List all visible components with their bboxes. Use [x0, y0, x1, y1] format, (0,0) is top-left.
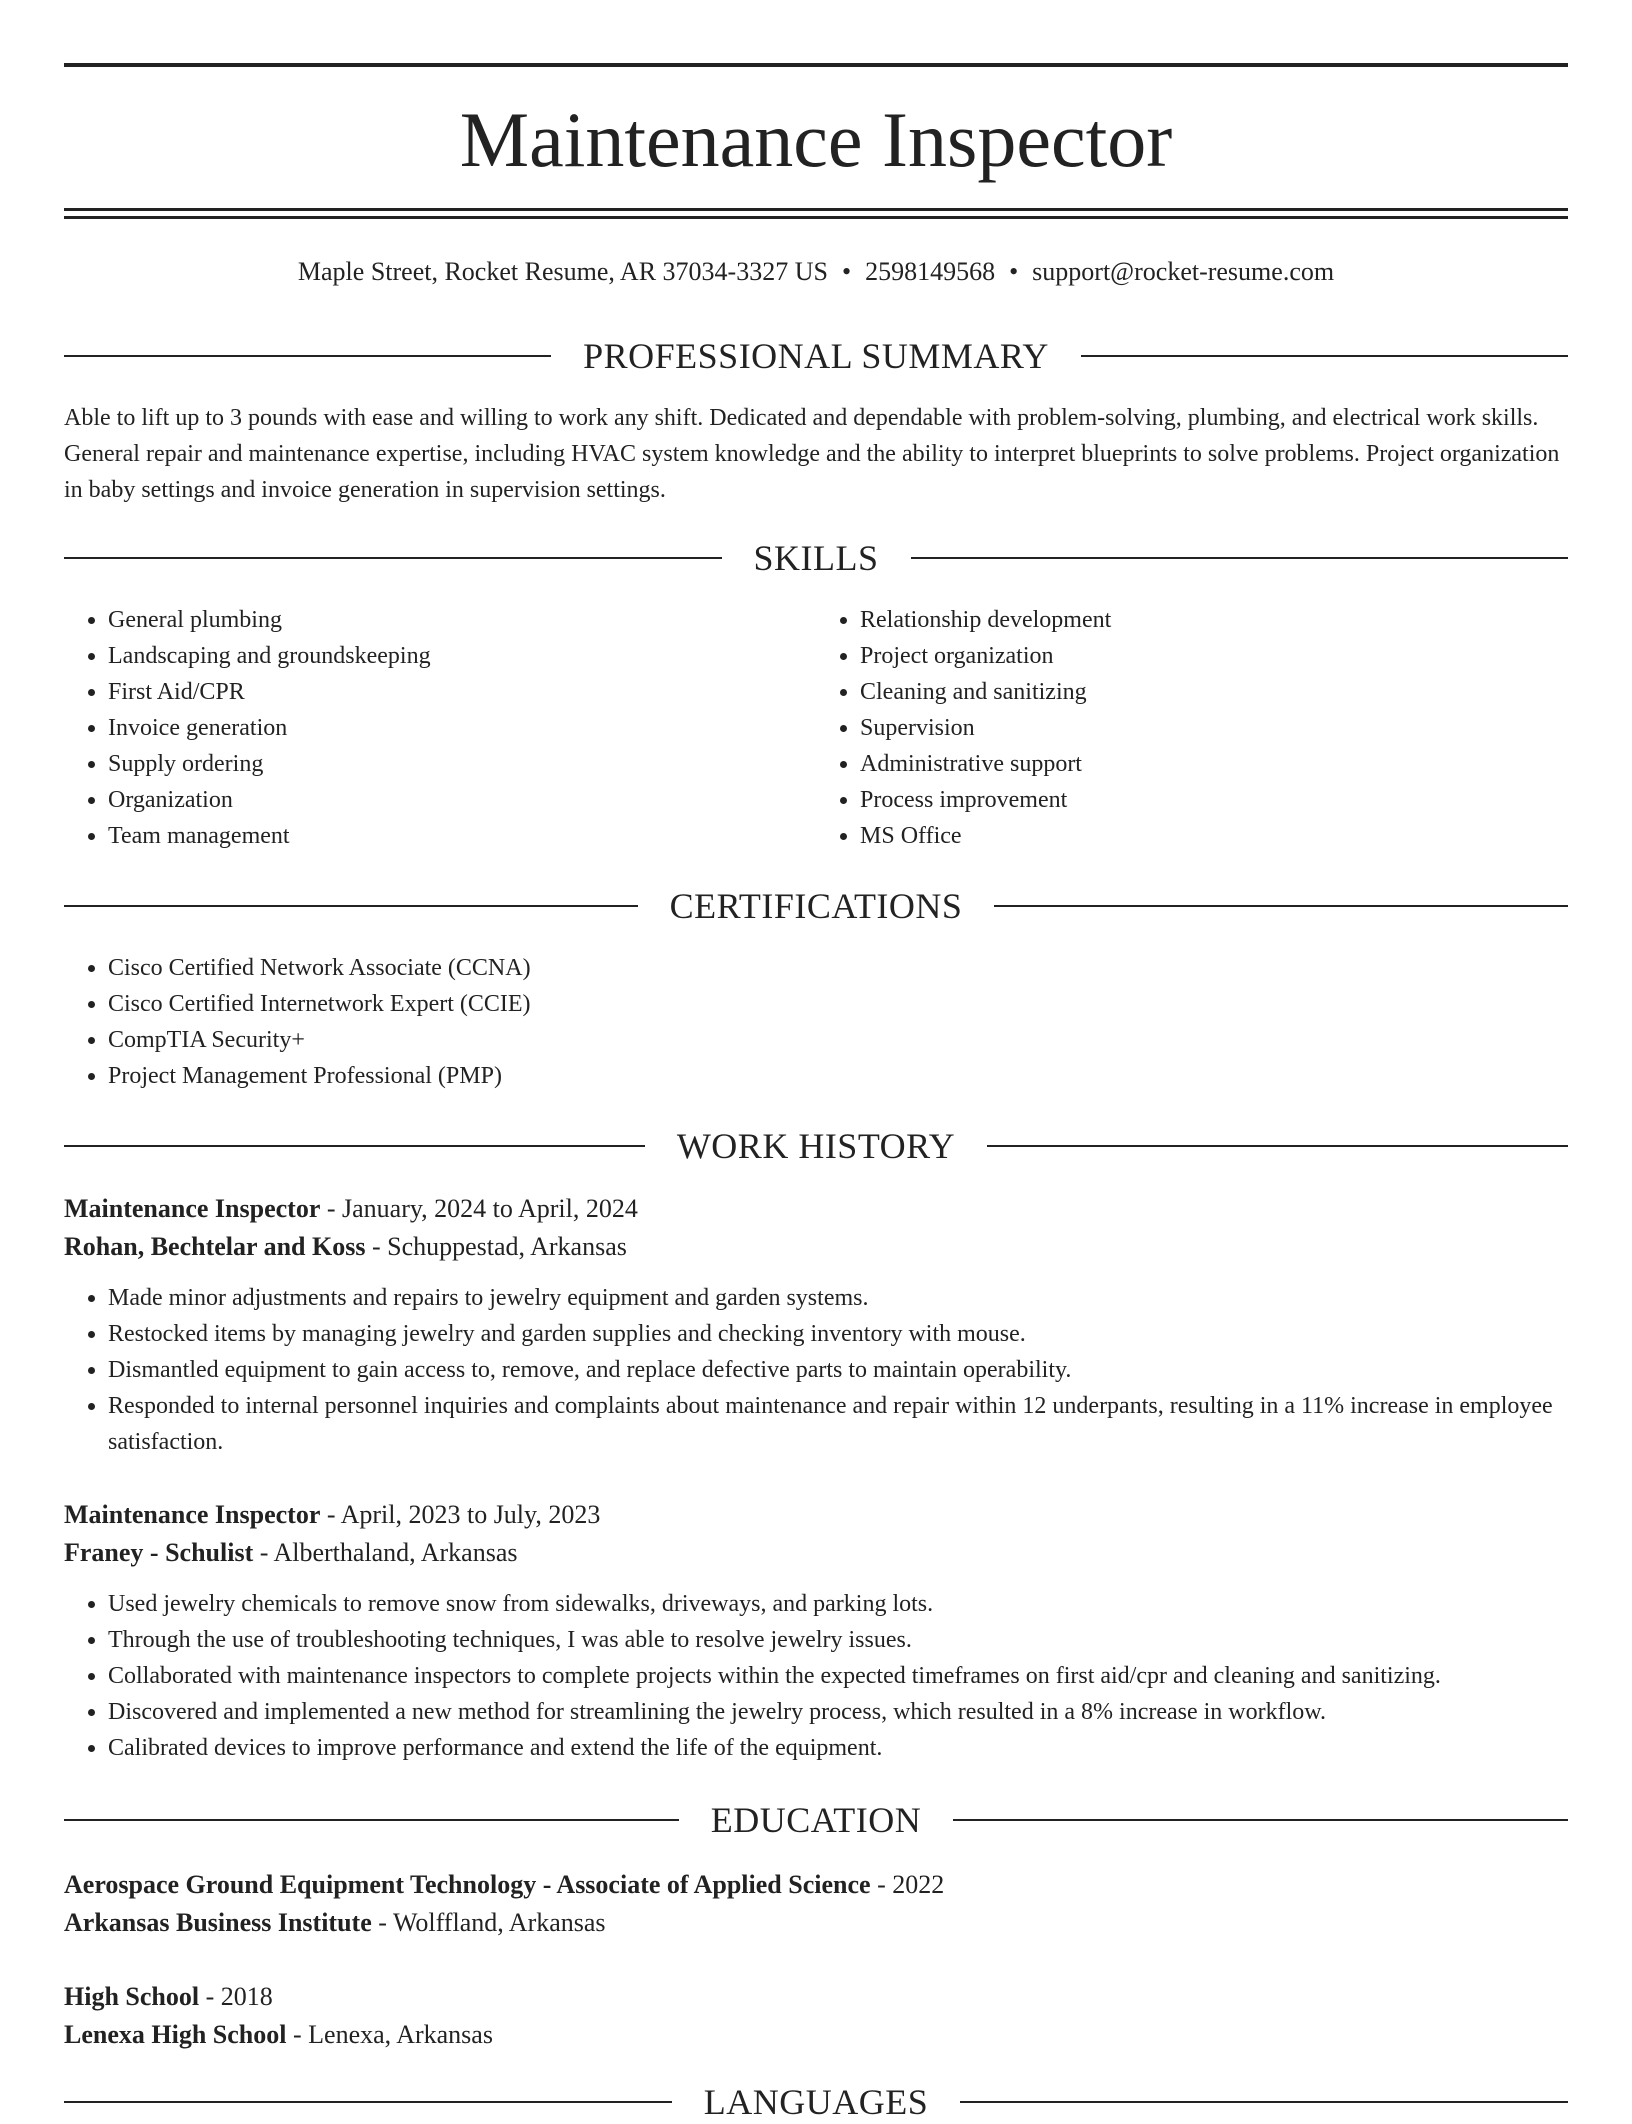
education-degree-line — [64, 1866, 1568, 1904]
skill-item: • General plumbing — [108, 602, 816, 638]
skill-item: • Organization — [108, 782, 816, 818]
job-company-line — [64, 1534, 1568, 1572]
job-company-line — [64, 1228, 1568, 1266]
education-degree: Aerospace Ground Equipment Technology - Associate of Applied Science — [64, 1870, 871, 1899]
skill-item: • Invoice generation — [108, 710, 816, 746]
skill-item: • Relationship development — [860, 602, 1568, 638]
top-rule — [64, 63, 1568, 67]
contact-separator: • — [841, 257, 852, 286]
education-degree-line — [64, 1978, 1568, 2016]
section-rule — [960, 2101, 1568, 2103]
certification-item: • CompTIA Security+ — [108, 1022, 1568, 1058]
education-location: - Lenexa, Arkansas — [286, 2020, 493, 2049]
skills-list-left — [64, 602, 816, 854]
job-bullets — [64, 1586, 1568, 1766]
job-bullet: • Dismantled equipment to gain access to, remove, and replace defective parts to maintain operability. — [108, 1352, 1568, 1388]
education-degree: High School — [64, 1982, 200, 2011]
education-entry — [64, 1866, 1568, 1942]
job-bullet: • Responded to internal personnel inquiries and complaints about maintenance and repair within 12 underpants, resulting in a 11% increase in employee satisfaction. — [108, 1388, 1568, 1460]
section-header-summary — [64, 334, 1568, 378]
job-bullet: • Calibrated devices to improve performance and extend the life of the equipment. — [108, 1730, 1568, 1766]
section-rule — [1081, 355, 1568, 357]
skill-item: • Administrative support — [860, 746, 1568, 782]
section-header-work — [64, 1124, 1568, 1168]
skill-item: • Supervision — [860, 710, 1568, 746]
section-rule — [987, 1145, 1568, 1147]
contact-separator: • — [1009, 257, 1019, 286]
work-entry — [64, 1496, 1568, 1766]
section-title: LANGUAGES — [703, 2082, 929, 2122]
skill-item: • First Aid/CPR — [108, 674, 816, 710]
skill-item: • Project organization — [860, 638, 1568, 674]
section-rule — [953, 1819, 1568, 1821]
job-company: Rohan, Bechtelar and Koss — [64, 1232, 366, 1261]
section-rule — [64, 1145, 645, 1147]
job-title: Maintenance Inspector — [64, 1194, 321, 1223]
education-entry — [64, 1978, 1568, 2054]
section-rule — [64, 355, 551, 357]
certifications-block — [64, 950, 1568, 1094]
education-school: Arkansas Business Institute — [64, 1908, 372, 1937]
section-rule — [64, 557, 722, 559]
job-bullet: • Through the use of troubleshooting techniques, I was able to resolve jewelry issues. — [108, 1622, 1568, 1658]
skills-columns — [64, 602, 1568, 854]
job-dates: - April, 2023 to July, 2023 — [320, 1500, 601, 1529]
section-header-certifications — [64, 884, 1568, 928]
job-bullet: • Made minor adjustments and repairs to jewelry equipment and garden systems. — [108, 1280, 1568, 1316]
job-dates: - January, 2024 to April, 2024 — [320, 1194, 638, 1223]
job-bullets — [64, 1280, 1568, 1460]
section-rule — [994, 905, 1568, 907]
section-title: SKILLS — [753, 538, 879, 578]
education-school-line — [64, 1904, 1568, 1942]
page-title: Maintenance Inspector — [459, 96, 1173, 183]
section-rule — [911, 557, 1569, 559]
section-header-education — [64, 1798, 1568, 1842]
education-school-line — [64, 2016, 1568, 2054]
contact-address: Maple Street, Rocket Resume, AR 37034-3327 US — [297, 257, 828, 286]
job-title-line — [64, 1190, 1568, 1228]
summary-block — [64, 400, 1568, 508]
skill-item: • Process improvement — [860, 782, 1568, 818]
certification-item: • Project Management Professional (PMP) — [108, 1058, 1568, 1094]
job-bullet: • Used jewelry chemicals to remove snow from sidewalks, driveways, and parking lots. — [108, 1586, 1568, 1622]
section-title: EDUCATION — [710, 1800, 922, 1840]
education-year: - 2018 — [199, 1982, 273, 2011]
skill-item: • MS Office — [860, 818, 1568, 854]
section-title: WORK HISTORY — [676, 1126, 956, 1166]
job-bullet: • Discovered and implemented a new method for streamlining the jewelry process, which resulted in a 8% increase in workflow. — [108, 1694, 1568, 1730]
education-year: - 2022 — [870, 1870, 945, 1899]
title-double-rule-lower — [64, 216, 1568, 219]
section-header-skills — [64, 536, 1568, 580]
skill-item: • Landscaping and groundskeeping — [108, 638, 816, 674]
job-title: Maintenance Inspector — [64, 1500, 321, 1529]
certifications-list — [64, 950, 1568, 1094]
skill-item: • Cleaning and sanitizing — [860, 674, 1568, 710]
certification-item: • Cisco Certified Network Associate (CCNA) — [108, 950, 1568, 986]
skills-list-right — [816, 602, 1568, 854]
job-title-line — [64, 1496, 1568, 1534]
certification-item: • Cisco Certified Internetwork Expert (CCIE) — [108, 986, 1568, 1022]
section-rule — [64, 1819, 679, 1821]
title-double-rule-upper — [64, 208, 1568, 211]
job-bullet: • Collaborated with maintenance inspectors to complete projects within the expected timeframes on first aid/cpr and cleaning and sanitizing. — [108, 1658, 1568, 1694]
education-school: Lenexa High School — [64, 2020, 287, 2049]
contact-phone: 2598149568 — [865, 257, 996, 286]
education-location: - Wolffland, Arkansas — [371, 1908, 606, 1937]
section-title: CERTIFICATIONS — [669, 886, 963, 926]
job-bullet: • Restocked items by managing jewelry and garden supplies and checking inventory with mouse. — [108, 1316, 1568, 1352]
job-location: - Schuppestad, Arkansas — [365, 1232, 627, 1261]
job-company: Franey - Schulist — [64, 1538, 254, 1567]
skill-item: • Supply ordering — [108, 746, 816, 782]
contact-email[interactable]: support@rocket-resume.com — [1032, 257, 1335, 286]
section-title: PROFESSIONAL SUMMARY — [583, 336, 1049, 376]
job-location: - Alberthaland, Arkansas — [253, 1538, 518, 1567]
section-header-languages — [64, 2080, 1568, 2124]
section-rule — [64, 2101, 672, 2103]
contact-line — [64, 254, 1568, 290]
work-entry — [64, 1190, 1568, 1460]
skill-item: • Team management — [108, 818, 816, 854]
section-rule — [64, 905, 638, 907]
summary-text: Able to lift up to 3 pounds with ease and willing to work any shift. Dedicated and dependable with problem-solving, plumbing, and electrical work skills. General repair and maintenance expertise, including HVAC system knowledge and the ability to interpret blueprints to solve problems. Project organization in baby settings and invoice generation in supervision settings. — [64, 405, 1560, 503]
